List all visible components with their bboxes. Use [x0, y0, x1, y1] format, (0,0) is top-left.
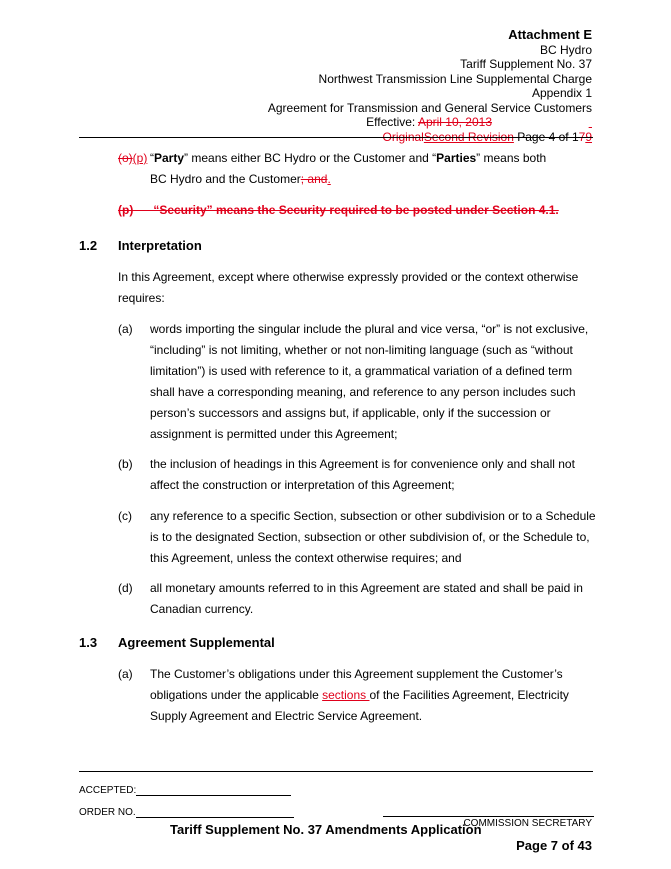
- item-d-text: all monetary amounts referred to in this Agreement are stated and shall be paid in Canadian currency.: [150, 581, 583, 616]
- page-prefix: Page 4 of 1: [513, 129, 579, 144]
- effective-deleted: April 10, 2013: [417, 115, 492, 129]
- order-label: ORDER NO.: [79, 807, 136, 818]
- item-a-text: words importing the singular include the plural and vice versa, “or” is not exclusive, “including” is not limiting, whether or not non-limiting language (such as “without limitation”) is used with reference to it, a grammatical variation of a defined term shall have a corresponding meaning, and reference to any person includes such person’s successors and assigns but, if applicable, only if the succession or assignment is permitted under this Agreement;: [150, 322, 589, 441]
- party-label: [118, 148, 147, 169]
- agreement-title: Agreement for Transmission and General Service Customers: [267, 100, 592, 115]
- revision-inserted: Second Revision: [423, 129, 514, 144]
- section-1-3-item-text: [150, 664, 590, 727]
- item-b-text: the inclusion of headings in this Agreement is for convenience only and shall not affect the construction or interpretation of this Agreement;: [150, 457, 575, 492]
- item-b-label: (b): [118, 457, 133, 471]
- item-c-label: (c): [118, 509, 132, 523]
- company-name: BC Hydro: [539, 42, 592, 57]
- section-1-3-item-label: (a): [118, 667, 133, 681]
- party-inserted-tail: .: [327, 172, 331, 186]
- header-rule: [79, 137, 593, 138]
- item-a-label: (a): [118, 322, 133, 336]
- attachment-label: Attachment E: [508, 27, 592, 42]
- accepted-blank: [136, 784, 291, 796]
- section-1-2-number: 1.2: [79, 238, 98, 253]
- footer-rule: [79, 771, 593, 772]
- order-line: [79, 806, 294, 818]
- section-1-3-text-after: of the Facilities Agreement, Electricity Supply Agreement and Electric Service Agreement.: [150, 688, 569, 723]
- footer-application-title: Tariff Supplement No. 37 Amendments Application: [170, 822, 482, 837]
- section-1-3-title: Agreement Supplemental: [118, 635, 275, 650]
- secretary-signature-line: [383, 816, 594, 817]
- page-deleted: 7: [578, 129, 586, 144]
- party-end: ” means both: [476, 151, 547, 165]
- footer-page-number: Page 7 of 43: [516, 838, 592, 853]
- security-definition-deleted: (p) “Security” means the Security required to be posted under Section 4.1.: [118, 203, 559, 217]
- party-label-deleted: (o): [118, 151, 133, 165]
- party-label-inserted: (p): [132, 151, 148, 165]
- item-c-text: any reference to a specific Section, subsection or other subdivision or to a Schedule is to the designated Section, subsection or other subdivision of, or the Schedule to, this Agreement, unless the context otherwise requires; and: [150, 509, 596, 565]
- commission-secretary-label: COMMISSION SECRETARY: [463, 818, 592, 829]
- effective-inserted-blank: [492, 115, 592, 130]
- item-d-label: (d): [118, 581, 133, 595]
- accepted-label: ACCEPTED:: [79, 785, 137, 796]
- parties-term: Parties: [436, 151, 477, 165]
- section-1-3-text-inserted: sections: [322, 688, 370, 702]
- party-term: Party: [154, 151, 185, 165]
- section-1-2-intro: In this Agreement, except where otherwise expressly provided or the context otherwise requires:: [118, 270, 579, 305]
- page-inserted: 9: [585, 129, 592, 144]
- party-mid: ” means either BC Hydro or the Customer and “: [184, 151, 437, 165]
- party-deleted-tail: ; and: [300, 172, 328, 186]
- section-1-3-text-before: The Customer’s obligations under this Agreement supplement the Customer’s obligations under the applicable: [150, 667, 563, 702]
- party-line2: BC Hydro and the Customer: [150, 172, 301, 186]
- section-1-3-number: 1.3: [79, 635, 98, 650]
- order-blank: [136, 806, 294, 818]
- party-open-quote: “: [150, 151, 154, 165]
- charge-name: Northwest Transmission Line Supplemental Charge: [318, 71, 592, 86]
- effective-line: [268, 115, 592, 130]
- accepted-line: [79, 784, 291, 796]
- revision-deleted: Original: [382, 129, 424, 144]
- effective-label: Effective:: [366, 115, 418, 129]
- tariff-name: Tariff Supplement No. 37: [460, 57, 592, 71]
- party-definition: [150, 148, 600, 190]
- section-1-2-title: Interpretation: [118, 238, 202, 253]
- appendix-label: Appendix 1: [531, 86, 592, 100]
- header-block: [268, 28, 592, 144]
